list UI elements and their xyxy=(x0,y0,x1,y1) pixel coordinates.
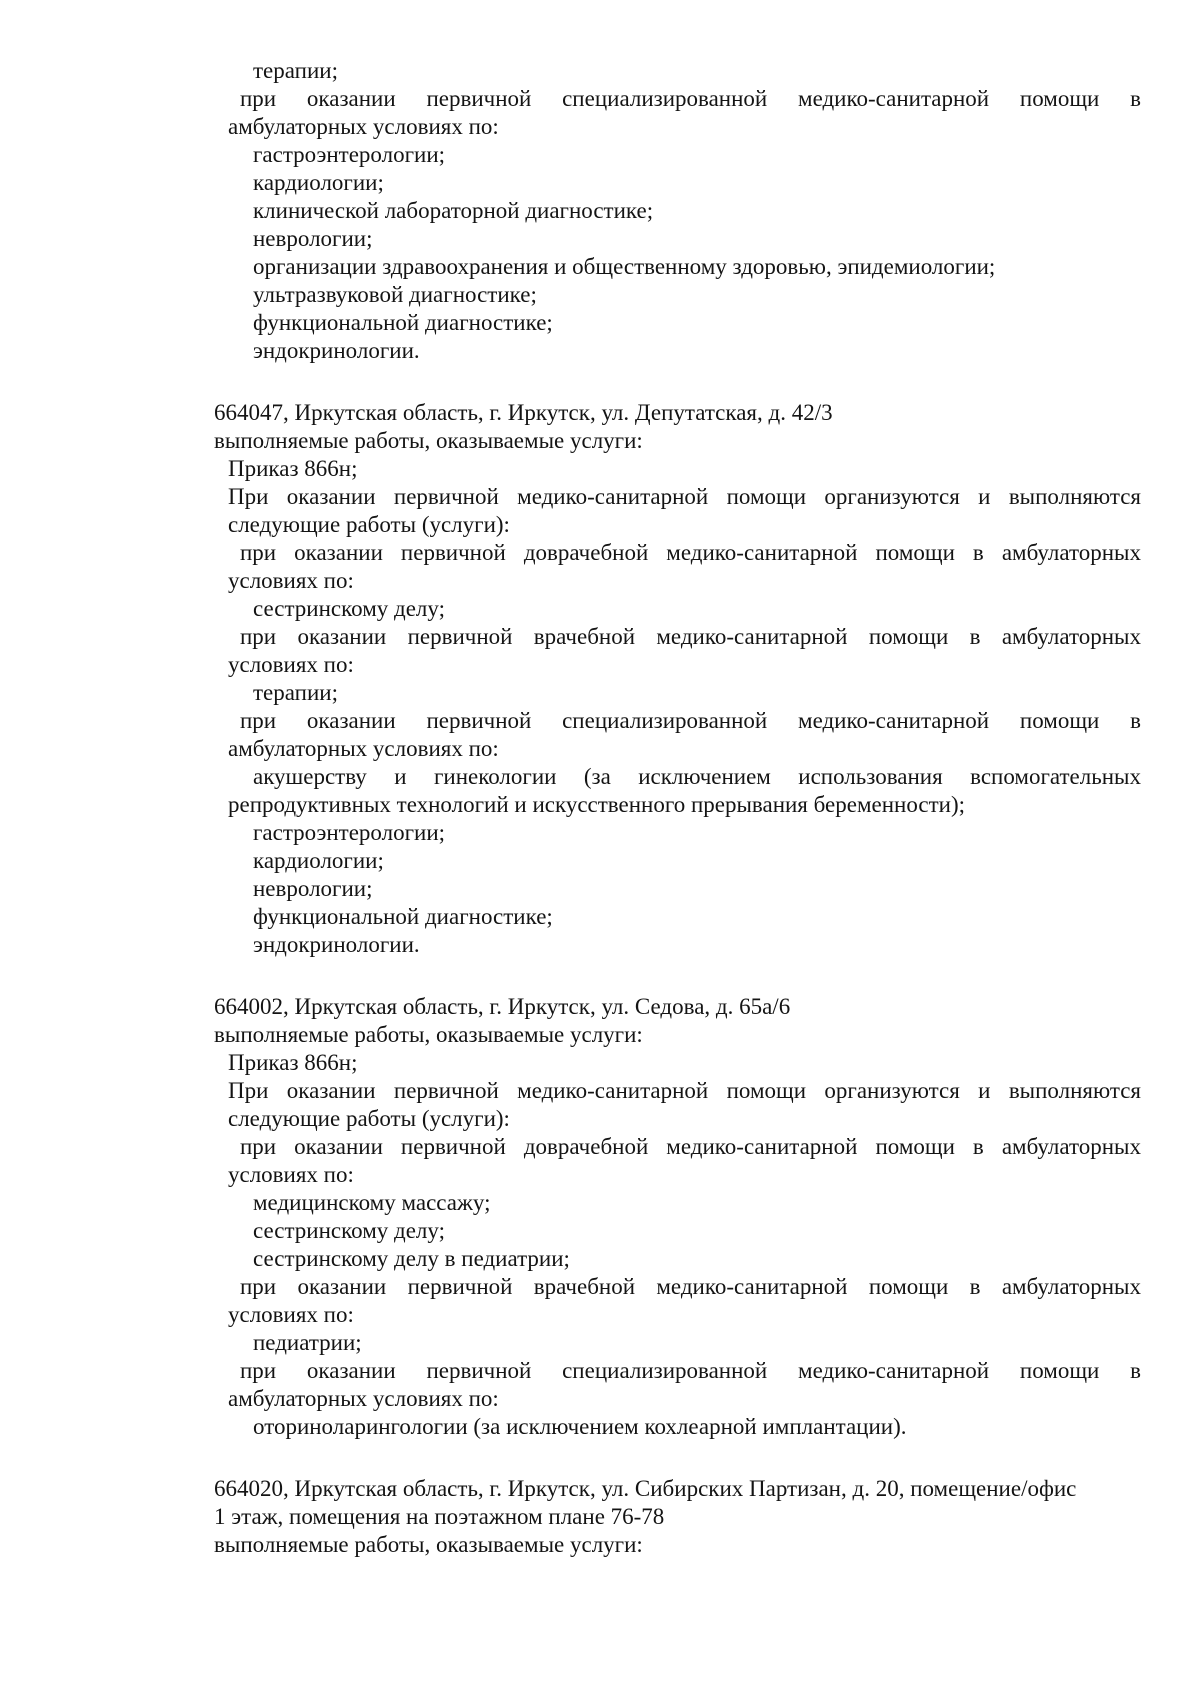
list-item: функциональной диагностике; xyxy=(253,310,553,335)
order-ref: Приказ 866н; xyxy=(228,1050,358,1075)
list-item: кардиологии; xyxy=(253,848,384,873)
list-item: медицинскому массажу; xyxy=(253,1190,491,1215)
list-item: акушерству и гинекологии (за исключением использования вспомогательных xyxy=(253,764,1141,789)
care-type-heading: при оказании первичной специализированной медико-санитарной помощи в xyxy=(240,1358,1141,1383)
care-type-heading-cont: амбулаторных условиях по: xyxy=(228,114,499,139)
list-item: эндокринологии. xyxy=(253,338,420,363)
list-item: оториноларингологии (за исключением кохлеарной имплантации). xyxy=(253,1414,907,1439)
care-type-heading: при оказании первичной специализированной медико-санитарной помощи в xyxy=(240,708,1141,733)
care-type-heading-cont: условиях по: xyxy=(228,1302,354,1327)
address-line: 664002, Иркутская область, г. Иркутск, ул. Седова, д. 65а/6 xyxy=(214,994,791,1019)
works-label: выполняемые работы, оказываемые услуги: xyxy=(214,428,643,453)
intro-line-cont: следующие работы (услуги): xyxy=(228,512,510,537)
list-item: функциональной диагностике; xyxy=(253,904,553,929)
list-item: гастроэнтерологии; xyxy=(253,820,446,845)
address-line-cont: 1 этаж, помещения на поэтажном плане 76-78 xyxy=(214,1504,665,1529)
care-type-heading: при оказании первичной врачебной медико-санитарной помощи в амбулаторных xyxy=(240,1274,1141,1299)
works-label: выполняемые работы, оказываемые услуги: xyxy=(214,1022,643,1047)
care-type-heading: при оказании первичной доврачебной медико-санитарной помощи в амбулаторных xyxy=(240,540,1141,565)
list-item: эндокринологии. xyxy=(253,932,420,957)
list-item: неврологии; xyxy=(253,226,373,251)
list-item: педиатрии; xyxy=(253,1330,362,1355)
care-type-heading-cont: условиях по: xyxy=(228,652,354,677)
list-item: сестринскому делу; xyxy=(253,596,445,621)
list-item: клинической лабораторной диагностике; xyxy=(253,198,654,223)
address-line: 664047, Иркутская область, г. Иркутск, ул. Депутатская, д. 42/3 xyxy=(214,400,833,425)
care-type-heading: при оказании первичной врачебной медико-санитарной помощи в амбулаторных xyxy=(240,624,1141,649)
address-line: 664020, Иркутская область, г. Иркутск, ул. Сибирских Партизан, д. 20, помещение/офис xyxy=(214,1476,1077,1501)
list-item: кардиологии; xyxy=(253,170,384,195)
list-item-cont: репродуктивных технологий и искусственного прерывания беременности); xyxy=(228,792,966,817)
intro-line: При оказании первичной медико-санитарной помощи организуются и выполняются xyxy=(228,1078,1141,1103)
care-type-heading: при оказании первичной доврачебной медико-санитарной помощи в амбулаторных xyxy=(240,1134,1141,1159)
list-item: терапии; xyxy=(253,680,338,705)
order-ref: Приказ 866н; xyxy=(228,456,358,481)
care-type-heading-cont: условиях по: xyxy=(228,1162,354,1187)
list-item: организации здравоохранения и общественному здоровью, эпидемиологии; xyxy=(253,254,996,279)
care-type-heading: при оказании первичной специализированной медико-санитарной помощи в xyxy=(240,86,1141,111)
intro-line-cont: следующие работы (услуги): xyxy=(228,1106,510,1131)
care-type-heading-cont: амбулаторных условиях по: xyxy=(228,736,499,761)
care-type-heading-cont: условиях по: xyxy=(228,568,354,593)
list-item: сестринскому делу в педиатрии; xyxy=(253,1246,570,1271)
care-type-heading-cont: амбулаторных условиях по: xyxy=(228,1386,499,1411)
list-item: ультразвуковой диагностике; xyxy=(253,282,537,307)
list-item: гастроэнтерологии; xyxy=(253,142,446,167)
list-item: терапии; xyxy=(253,58,338,83)
list-item: сестринскому делу; xyxy=(253,1218,445,1243)
intro-line: При оказании первичной медико-санитарной помощи организуются и выполняются xyxy=(228,484,1141,509)
list-item: неврологии; xyxy=(253,876,373,901)
works-label: выполняемые работы, оказываемые услуги: xyxy=(214,1532,643,1557)
